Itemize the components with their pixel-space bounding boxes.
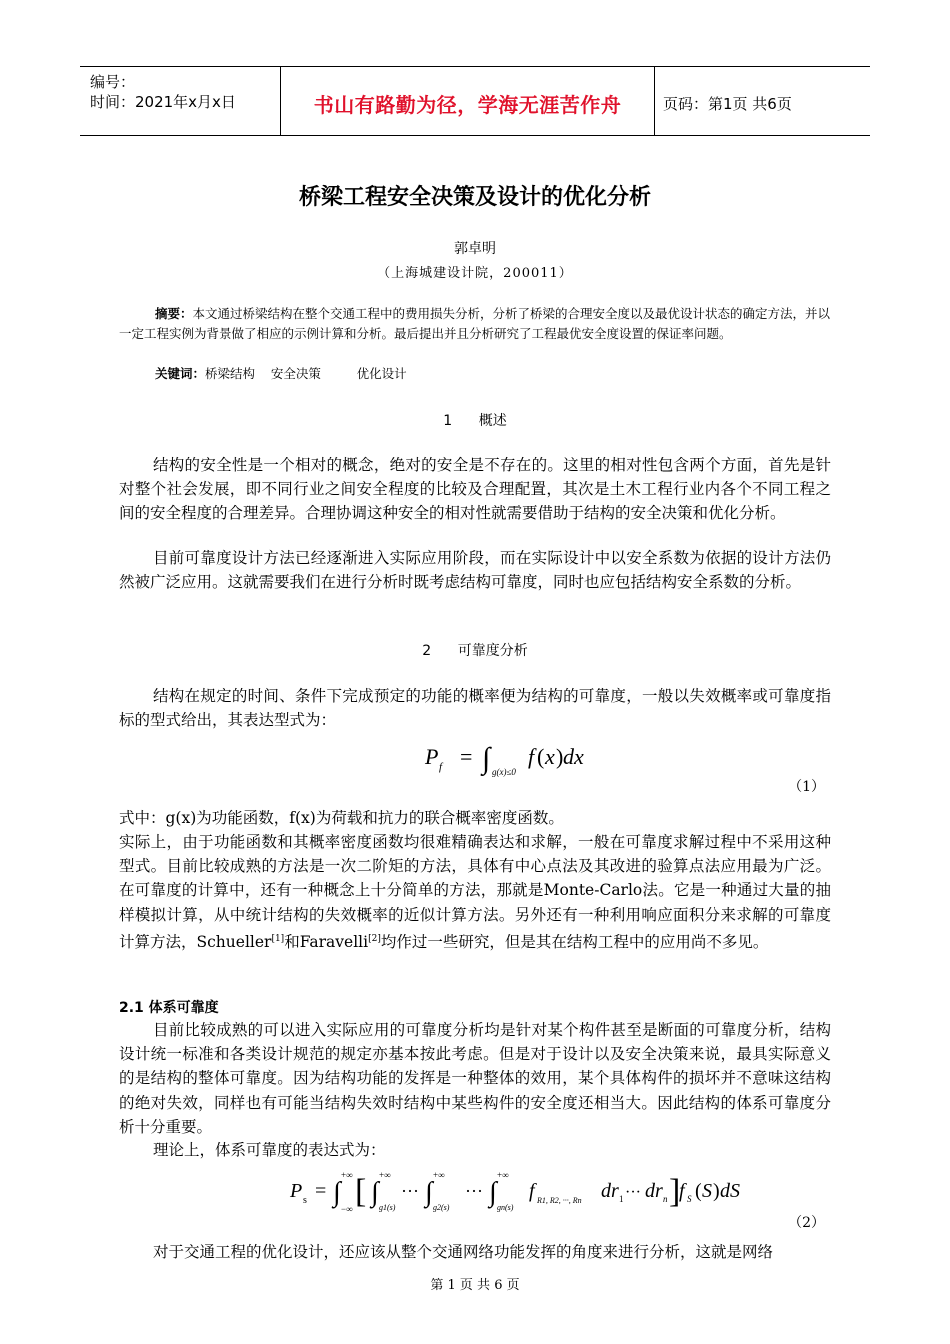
svg-text:n: n — [663, 1194, 668, 1204]
svg-text:∫: ∫ — [482, 742, 491, 775]
svg-text:S: S — [687, 1194, 692, 1204]
abstract-label: 摘要： — [155, 306, 193, 321]
svg-text:∫: ∫ — [333, 1177, 341, 1208]
header-page-cell — [655, 67, 870, 135]
section-2-paragraph-2-part-a: 实际上，由于功能函数和其概率密度函数均很难精确表达和求解，一般在可靠度求解过程中不采用这种型式。目前比较成熟的方法是一次二阶矩的方法，具体有中心点法及其改进的验算点法应用最为广泛。在可靠度的计算中，还有一种概念上十分简单的方法，那就是Monte-Carlo法。它是一种通过大量的抽样模拟计算，从中统计结构的失效概率的近似计算方法。另外还有一种利用响应面积分来求解的可靠度计算方法，Schueller — [119, 833, 831, 951]
svg-text:+∞: +∞ — [497, 1170, 509, 1180]
abstract — [119, 304, 831, 344]
section-2-heading: 2 可靠度分析 — [422, 643, 528, 659]
header-info-cell — [80, 67, 281, 135]
equation-1 — [420, 735, 590, 783]
section-2-paragraph-2-part-b: 和Faravelli — [284, 932, 369, 951]
svg-text:]: ] — [669, 1173, 681, 1210]
section-2-paragraph-2 — [119, 830, 831, 954]
svg-text:): ) — [556, 744, 564, 769]
page-footer: 第 1 页 共 6 页 — [430, 1278, 520, 1293]
svg-text:···: ··· — [625, 1184, 641, 1201]
svg-text:dr: dr — [645, 1180, 663, 1202]
svg-text:f: f — [679, 1180, 685, 1202]
author-name: 郭卓明 — [454, 241, 496, 257]
section-2-paragraph-2-part-c: 均作过一些研究，但是其在结构工程中的应用尚不多见。 — [380, 932, 769, 951]
citation-1: [1] — [271, 933, 285, 944]
svg-text:(: ( — [537, 744, 545, 769]
svg-text:=: = — [460, 744, 473, 769]
svg-text:g1(s): g1(s) — [379, 1203, 396, 1212]
document-header — [80, 66, 870, 136]
motto-text: 书山有路勤为径，学海无涯苦作舟 — [313, 93, 622, 117]
svg-text:gn(s): gn(s) — [497, 1203, 514, 1212]
svg-text:1: 1 — [619, 1194, 624, 1204]
header-motto-cell — [281, 67, 655, 135]
section-2-1-heading: 2.1 体系可靠度 — [119, 1000, 219, 1016]
svg-text:−∞: −∞ — [341, 1204, 353, 1214]
svg-text:[: [ — [355, 1173, 367, 1210]
section-1-paragraph-1: 结构的安全性是一个相对的概念，绝对的安全是不存在的。这里的相对性包含两个方面，首先是针对整个社会发展，即不同行业之间安全程度的比较及合理配置，其次是土木工程行业内各个不同工程之间的安全程度的合理差异。合理协调这种安全的相对性就需要借助于结构的安全决策和优化分析。 — [119, 456, 831, 523]
svg-text:R1, R2, ···, Rn: R1, R2, ···, Rn — [537, 1196, 582, 1205]
where-clause: 式中：g(x)为功能函数，f(x)为荷载和抗力的联合概率密度函数。 — [119, 809, 564, 827]
abstract-text: 本文通过桥梁结构在整个交通工程中的费用损失分析，分析了桥梁的合理安全度以及最优设计状态的确定方法，并以一定工程实例为背景做了相应的示例计算和分析。最后提出并且分析研究了工程最优安全度设置的保证率问题。 — [119, 306, 831, 341]
page-number-label: 页码：第1页 共6页 — [663, 95, 792, 113]
section-2-1-paragraph-3: 对于交通工程的优化设计，还应该从整个交通网络功能发挥的角度来进行分析，这就是网络 — [153, 1243, 774, 1261]
equation-2-number: （2） — [788, 1215, 825, 1231]
keywords-text: 桥梁结构 安全决策 优化设计 — [205, 366, 407, 381]
svg-text:g(x)≤0: g(x)≤0 — [492, 767, 516, 777]
svg-text:s: s — [303, 1195, 307, 1206]
svg-text:P: P — [290, 1180, 303, 1202]
svg-text:dx: dx — [563, 744, 584, 769]
svg-text:dS: dS — [720, 1180, 740, 1202]
svg-text:f: f — [528, 744, 535, 769]
svg-text:∫: ∫ — [425, 1177, 433, 1208]
svg-text:+∞: +∞ — [379, 1170, 391, 1180]
svg-text:+∞: +∞ — [433, 1170, 445, 1180]
keywords — [155, 364, 407, 382]
svg-text:P: P — [425, 744, 439, 769]
section-2-1-paragraph-1: 目前比较成熟的可以进入实际应用的可靠度分析均是针对某个构件甚至是断面的可靠度分析，结构设计统一标准和各类设计规范的规定亦基本按此考虑。但是对于设计以及安全决策来说，最具实际意义的是结构的整体可靠度。因为结构功能的发挥是一种整体的效用，某个具体构件的损坏并不意味这结构的绝对失效，同样也有可能当结构失效时结构中某些构件的安全度还相当大。因此结构的体系可靠度分析十分重要。 — [119, 1021, 831, 1136]
section-2-paragraph-1: 结构在规定的时间、条件下完成预定的功能的概率便为结构的可靠度，一般以失效概率或可靠度指标的型式给出，其表达型式为： — [119, 687, 831, 730]
svg-text:dr: dr — [601, 1180, 619, 1202]
svg-text:=: = — [315, 1180, 327, 1202]
svg-text:f: f — [529, 1180, 535, 1202]
svg-text:+∞: +∞ — [341, 1170, 353, 1180]
paper-title: 桥梁工程安全决策及设计的优化分析 — [298, 185, 651, 210]
author-affiliation: （上海城建设计院，200011） — [377, 266, 573, 281]
svg-text:): ) — [713, 1180, 720, 1202]
keywords-label: 关键词： — [155, 366, 206, 381]
document-date-label: 时间：2021年x月x日 — [90, 93, 236, 111]
equation-2 — [285, 1168, 755, 1220]
svg-text:∫: ∫ — [489, 1177, 497, 1208]
svg-text:S: S — [702, 1180, 712, 1202]
svg-text:g2(s): g2(s) — [433, 1203, 450, 1212]
citation-2: [2] — [368, 933, 381, 944]
svg-text:x: x — [545, 744, 555, 769]
svg-text:(: ( — [695, 1180, 702, 1202]
svg-text:∫: ∫ — [371, 1177, 379, 1208]
document-number-label: 编号： — [90, 73, 136, 91]
equation-1-number: （1） — [788, 779, 825, 795]
section-2-1-paragraph-2: 理论上，体系可靠度的表达式为： — [153, 1141, 386, 1159]
svg-text:···: ··· — [401, 1181, 419, 1201]
section-1-paragraph-2: 目前可靠度设计方法已经逐渐进入实际应用阶段，而在实际设计中以安全系数为依据的设计方法仍然被广泛应用。这就需要我们在进行分析时既考虑结构可靠度，同时也应包括结构安全系数的分析。 — [119, 549, 831, 592]
svg-text:f: f — [439, 761, 443, 773]
svg-text:···: ··· — [465, 1181, 483, 1201]
section-1-heading: 1 概述 — [443, 413, 507, 429]
